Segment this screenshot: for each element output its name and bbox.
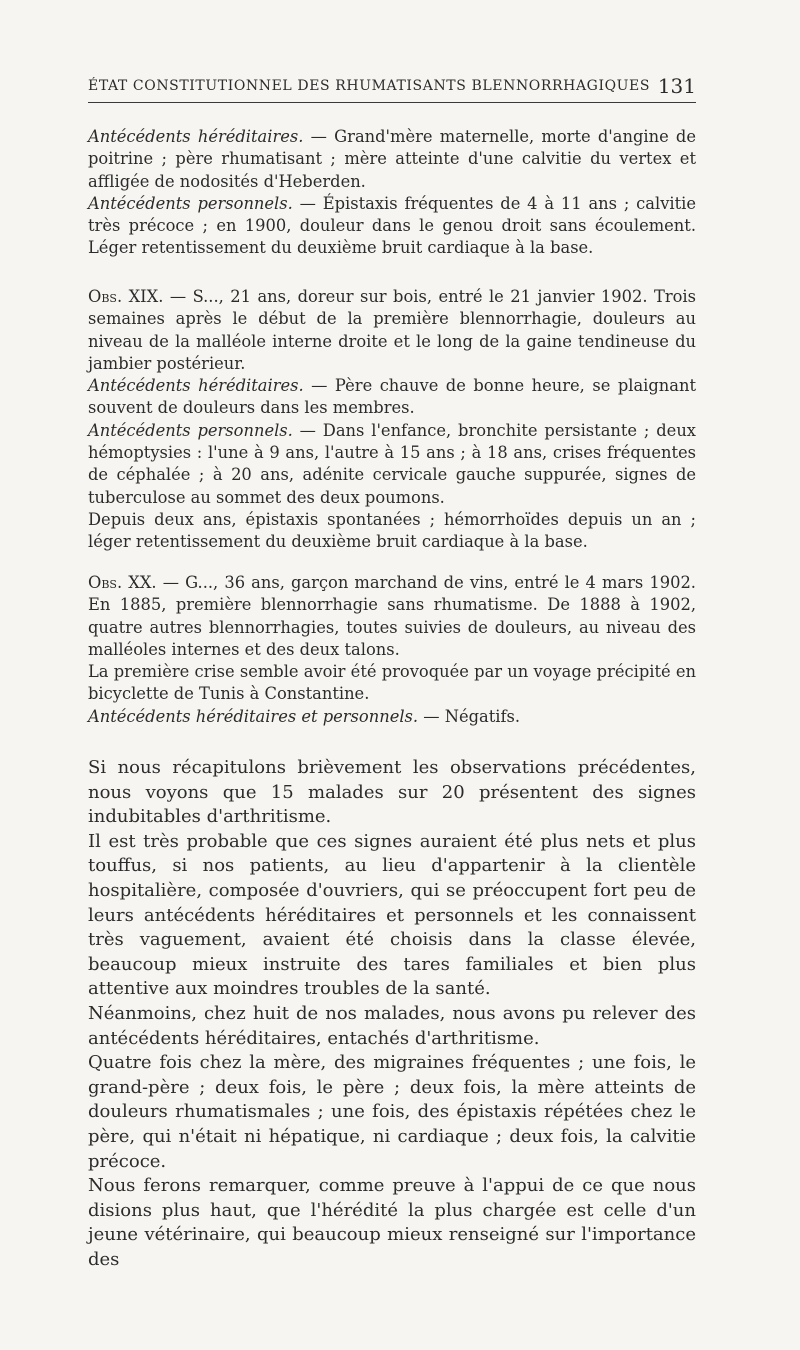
paragraph-text: — Grand'mère maternelle, morte d'angine de poitrine ; père rhumatisant ; mère atteinte d'une calvitie du vertex et affligée de nodosités d'Heberden.	[88, 127, 696, 191]
paragraph	[88, 375, 696, 420]
running-header	[88, 72, 696, 103]
paragraph-text: — Père chauve de bonne heure, se plaignant souvent de douleurs dans les membres.	[88, 376, 697, 418]
heading-antecedents-personnels: Antécédents personnels.	[88, 420, 293, 440]
observation-label: Obs. XIX.	[88, 287, 164, 306]
paragraph: Néanmoins, chez huit de nos malades, nous avons pu relever des antécédents héréditaires, entachés d'arthritisme.	[88, 1002, 696, 1049]
observation-20	[88, 572, 696, 728]
paragraph: La première crise semble avoir été provoquée par un voyage précipité en bicyclette de Tunis à Constantine.	[88, 662, 696, 704]
observation-19	[88, 286, 696, 554]
heading-antecedents-hereditaires-et-personnels: Antécédents héréditaires et personnels.	[88, 706, 419, 726]
running-title: ÉTAT CONSTITUTIONNEL DES RHUMATISANTS BLENNORRHAGIQUES	[88, 78, 651, 94]
paragraph: Nous ferons remarquer, comme preuve à l'appui de ce que nous disions plus haut, que l'hérédité la plus chargée est celle d'un jeune vétérinaire, qui beaucoup mieux renseigné sur l'importance des	[88, 1175, 696, 1270]
paragraph	[88, 286, 696, 375]
paragraph	[88, 706, 696, 728]
paragraph-text: — Négatifs.	[418, 706, 521, 726]
paragraph: Quatre fois chez la mère, des migraines fréquentes ; une fois, le grand-père ; deux fois, le père ; deux fois, la mère atteints de douleurs rhumatismales ; une fois, des épistaxis répétées chez le père, qui n'était ni hépatique, ni cardiaque ; deux fois, la calvitie précoce.	[88, 1052, 696, 1172]
paragraph-text: — Épistaxis fréquentes de 4 à 11 ans ; calvitie très précoce ; en 1900, douleur dans le genou droit sans écoulement. Léger retentissement du deuxième bruit cardiaque à la base.	[88, 193, 696, 258]
paragraph-text: — Dans l'enfance, bronchite persistante ; deux hémoptysies : l'une à 9 ans, l'autre à 15 ans ; à 18 ans, crises fréquentes de céphalée ; à 20 ans, adénite cervicale gauche suppurée, signes de tuberculose au sommet des deux poumons.	[88, 420, 696, 507]
observation-18-antecedents	[88, 126, 696, 260]
paragraph-text: — S..., 21 ans, doreur sur bois, entré le 21 janvier 1902. Trois semaines après le début de la première blennorrhagie, douleurs au niveau de la malléole interne droite et le long de la gaine tendineuse du jambier postérieur.	[88, 287, 696, 373]
paragraph	[88, 126, 696, 193]
page-number: 131	[657, 74, 696, 98]
paragraph	[88, 420, 696, 509]
paragraph	[88, 572, 696, 661]
heading-antecedents-personnels: Antécédents personnels.	[88, 193, 293, 213]
paragraph: Si nous récapitulons brièvement les observations précédentes, nous voyons que 15 malades sur 20 présentent des signes indubitables d'arthritisme.	[88, 757, 696, 828]
heading-antecedents-hereditaires: Antécédents héréditaires.	[88, 376, 304, 396]
paragraph: Depuis deux ans, épistaxis spontanées ; hémorrhoïdes depuis un an ; léger retentissement du deuxième bruit cardiaque à la base.	[88, 509, 696, 552]
main-text	[88, 756, 696, 1272]
observation-label: Obs. XX.	[88, 573, 157, 592]
heading-antecedents-hereditaires: Antécédents héréditaires.	[88, 127, 304, 146]
paragraph	[88, 193, 696, 260]
paragraph-text: — G..., 36 ans, garçon marchand de vins, entré le 4 mars 1902. En 1885, première blennorrhagie sans rhumatisme. De 1888 à 1902, quatre autres blennorrhagies, toutes suivies de douleurs, au niveau des malléoles internes et des deux talons.	[88, 573, 696, 659]
paragraph: Il est très probable que ces signes auraient été plus nets et plus touffus, si nos patients, au lieu d'appartenir à la clientèle hospitalière, composée d'ouvriers, qui se préoccupent fort peu de leurs antécédents héréditaires et personnels et les connaissent très vaguement, avaient été choisis dans la classe élevée, beaucoup mieux instruite des tares familiales et bien plus attentive aux moindres troubles de la santé.	[88, 830, 696, 1000]
